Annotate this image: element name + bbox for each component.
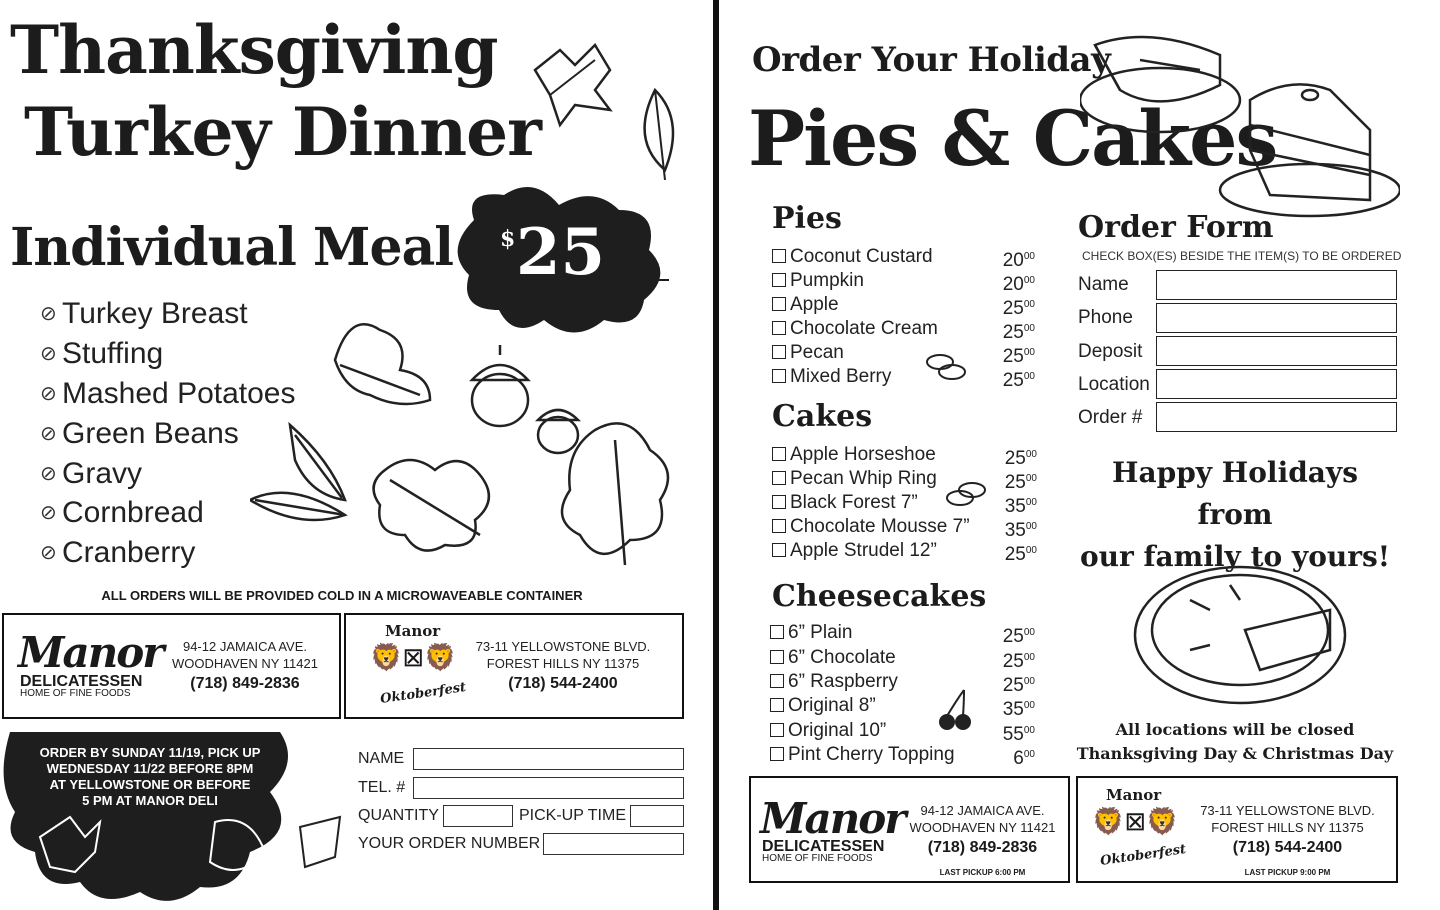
checkbox[interactable] [770,674,784,688]
price: $25^{00}$ [1004,472,1037,493]
manor-address-line1: 94-12 JAMAICA AVE. [182,639,308,654]
manor-phone: (718) 849-2836 [190,675,300,692]
price: $55^{00}$ [1002,724,1035,745]
form-field-order-number[interactable] [1156,402,1397,432]
menu-item: ⊘ Mashed Potatoes [40,377,296,410]
checkbox[interactable] [772,447,786,461]
oktoberfest-logo-top: Manor [1106,786,1162,804]
name-label: NAME [358,750,405,767]
checkbox[interactable] [770,747,784,761]
leaf-bullet-icon: ⊘ [40,502,57,524]
pie-item-row[interactable]: Pumpkin [772,270,864,292]
checkbox[interactable] [772,273,786,287]
menu-item: ⊘ Gravy [40,457,143,490]
cheesecake-item-row[interactable]: Original 10” [770,720,886,742]
oktoberfest-address-line1: 73-11 YELLOWSTONE BLVD. [1200,803,1375,818]
price-value: 25 [516,215,606,290]
menu-item: ⊘ Turkey Breast [40,297,248,330]
price: $25^{00}$ [1004,544,1037,565]
quantity-field[interactable] [443,805,513,827]
tel-field[interactable] [413,777,684,799]
cake-item-row[interactable]: Apple Strudel 12” [772,540,937,562]
order-heading: Order Your Holiday [752,40,1111,80]
form-label-order-number: Order # [1078,407,1143,428]
checkbox[interactable] [772,471,786,485]
oktoberfest-logo-top: Manor [385,622,441,640]
oktoberfest-logo-bottom: Oktoberfest [1099,842,1188,869]
manor-tagline: HOME OF FINE FOODS [20,688,131,699]
manor-address-line1: 94-12 JAMAICA AVE. [920,803,1045,818]
leaf-bullet-icon: ⊘ [40,343,57,365]
checkbox[interactable] [772,519,786,533]
form-field-deposit[interactable] [1156,336,1397,366]
form-label-location: Location [1078,374,1150,395]
form-field-name[interactable] [1156,270,1397,300]
happy-holidays-message: Happy Holidays from our family to yours! [1079,456,1391,573]
pie-item-row[interactable]: Coconut Custard [772,246,933,268]
menu-item: ⊘ Stuffing [40,337,164,370]
flyer-title-line2: Turkey Dinner [24,93,541,171]
oktoberfest-phone: (718) 544-2400 [508,675,618,692]
oktoberfest-phone: (718) 544-2400 [1232,839,1343,856]
form-field-phone[interactable] [1156,303,1397,333]
form-label-deposit: Deposit [1078,341,1143,362]
cherry-icon [938,688,974,732]
oktoberfest-address-line1: 73-11 YELLOWSTONE BLVD. [475,639,651,654]
price: $20^{00}$ [1002,250,1035,271]
manor-tagline: HOME OF FINE FOODS [762,853,873,864]
checkbox[interactable] [770,625,784,639]
checkbox[interactable] [772,369,786,383]
order-number-field[interactable] [543,833,684,855]
price: $25^{00}$ [1002,346,1035,367]
crest-icon: 🦁⊠🦁 [1092,806,1179,836]
cakes-section-title: Cakes [772,399,873,434]
pies-cakes-heading: Pies & Cakes [748,94,1277,183]
manor-deli-label: DELICATESSEN [20,673,143,690]
pie-item-row[interactable]: Chocolate Cream [772,318,938,340]
price-symbol: $ [500,226,516,252]
manor-address-line2: WOODHAVEN NY 11421 [909,820,1056,835]
cake-item-row[interactable]: Pecan Whip Ring [772,468,937,490]
checkbox[interactable] [772,543,786,557]
manor-logo: Manor [18,628,163,677]
pie-item-row[interactable]: Apple [772,294,839,316]
menu-item: ⊘ Cranberry [40,536,196,569]
price: $25^{00}$ [1002,298,1035,319]
leaves-acorns-illustration [250,300,680,580]
flyer-title-line1: Thanksgiving [10,11,498,89]
price: $25^{00}$ [1004,448,1037,469]
pecan-icon [924,350,968,382]
closure-notice: All locations will be closed Thanksgiving Day & Christmas Day [1076,720,1394,763]
meal-heading: Individual Meal [10,217,454,278]
quantity-label: QUANTITY [358,807,439,824]
cheesecake-item-row[interactable]: Original 8” [770,695,876,717]
pecan-icon [944,480,988,510]
price: $25^{00}$ [1002,370,1035,391]
pies-section-title: Pies [772,201,842,236]
crest-icon: 🦁⊠🦁 [370,642,457,672]
leaf-bullet-icon: ⊘ [40,383,57,405]
order-deadline-note: ORDER BY SUNDAY 11/19, PICK UP WEDNESDAY 11/22 BEFORE 8PM AT YELLOWSTONE OR BEFORE 5 PM AT MANOR DELI [39,745,261,808]
checkbox[interactable] [772,249,786,263]
checkbox[interactable] [770,723,784,737]
pickup-time-label: PICK-UP TIME [519,807,626,824]
form-field-location[interactable] [1156,369,1397,399]
manor-last-pickup: LAST PICKUP 6:00 PM [939,868,1026,877]
oktoberfest-logo-bottom: Oktoberfest [379,680,468,707]
cake-item-row[interactable]: Chocolate Mousse 7” [772,516,970,538]
leaf-bullet-icon: ⊘ [40,463,57,485]
pie-cake-illustration [1080,20,1400,220]
pie-item-row[interactable]: Pecan [772,342,844,364]
page-divider [713,0,719,910]
leaf-bullet-icon: ⊘ [40,542,57,564]
name-field[interactable] [413,748,684,770]
cheesecake-item-row[interactable]: 6” Chocolate [770,647,896,669]
checkbox[interactable] [772,321,786,335]
leaf-bullet-icon: ⊘ [40,303,57,325]
manor-logo: Manor [760,794,905,843]
price: $35^{00}$ [1004,520,1037,541]
oktoberfest-last-pickup: LAST PICKUP 9:00 PM [1244,868,1331,877]
price: $25^{00}$ [1002,626,1035,647]
oktoberfest-address-line2: FOREST HILLS NY 11375 [486,656,640,671]
cheesecake-item-row[interactable]: Pint Cherry Topping [770,744,955,766]
price: $20^{00}$ [1002,274,1035,295]
order-form-title: Order Form [1078,210,1274,245]
menu-item: ⊘ Green Beans [40,417,239,450]
price: $35^{00}$ [1002,699,1035,720]
price: $35^{00}$ [1004,496,1037,517]
pickup-time-field[interactable] [630,805,684,827]
price: $25^{00}$ [1002,322,1035,343]
pie-illustration [1130,550,1350,710]
price: $25^{00}$ [1002,675,1035,696]
oktoberfest-address-line2: FOREST HILLS NY 11375 [1211,820,1364,835]
cheesecake-item-row[interactable]: 6” Plain [770,622,852,644]
price: $6^{00}$ [1013,748,1035,769]
order-form-subtitle: CHECK BOX(ES) BESIDE THE ITEM(S) TO BE ORDERED [1082,249,1402,263]
checkbox[interactable] [770,698,784,712]
form-label-name: Name [1078,274,1129,295]
cake-item-row[interactable]: Black Forest 7” [772,492,918,514]
price: $25^{00}$ [1002,651,1035,672]
leaf-bullet-icon: ⊘ [40,423,57,445]
manor-phone: (718) 849-2836 [927,839,1038,856]
cheesecakes-section-title: Cheesecakes [772,579,987,614]
checkbox[interactable] [772,495,786,509]
menu-item: ⊘ Cornbread [40,496,204,529]
cheesecake-item-row[interactable]: 6” Raspberry [770,671,898,693]
manor-deli-label: DELICATESSEN [762,838,885,855]
manor-address-line2: WOODHAVEN NY 11421 [172,656,318,671]
checkbox[interactable] [770,650,784,664]
cake-item-row[interactable]: Apple Horseshoe [772,444,936,466]
pie-item-row[interactable]: Mixed Berry [772,366,891,388]
tel-label: TEL. # [358,779,406,796]
form-label-phone: Phone [1078,307,1133,328]
order-number-label: YOUR ORDER NUMBER [358,835,541,852]
checkbox[interactable] [772,345,786,359]
checkbox[interactable] [772,297,786,311]
cold-note: ALL ORDERS WILL BE PROVIDED COLD IN A MICROWAVEABLE CONTAINER [101,588,583,603]
leaves-illustration-top [515,30,705,180]
